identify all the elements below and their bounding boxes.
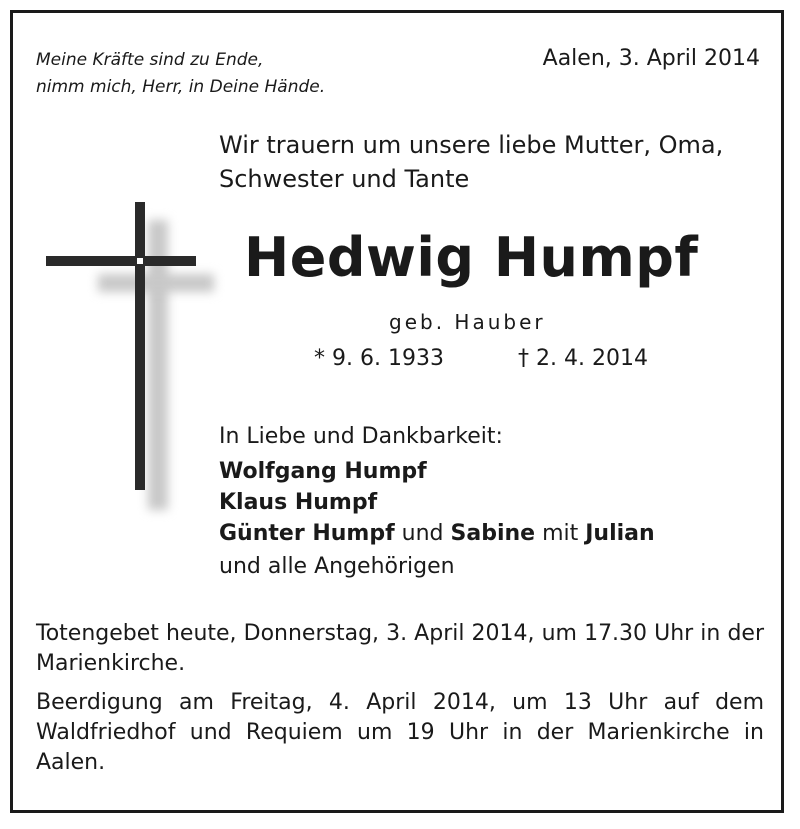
- mourner-name-2: Klaus Humpf: [219, 490, 378, 515]
- mourner-line-3: [219, 521, 655, 546]
- verse-line-2: nimm mich, Herr, in Deine Hände.: [36, 77, 326, 97]
- intro-line-2: Schwester und Tante: [219, 165, 470, 193]
- maiden-name: geb. Hauber: [389, 310, 546, 334]
- deceased-name: Hedwig Humpf: [244, 226, 699, 289]
- mourners-heading: In Liebe und Dankbarkeit:: [219, 424, 503, 449]
- funeral-notice: Beerdigung am Freitag, 4. April 2014, um 13 Uhr auf dem Waldfriedhof und Requiem um 19 Uhr in der Marienkirche in Aalen.: [36, 690, 764, 775]
- conjunction-mit: mit: [542, 521, 579, 546]
- cross-icon: [40, 200, 190, 510]
- verse-line-1: Meine Kräfte sind zu Ende,: [36, 50, 264, 70]
- conjunction-und: und: [401, 521, 444, 546]
- birth-date: * 9. 6. 1933: [314, 346, 444, 371]
- intro-line-1: Wir trauern um unsere liebe Mutter, Oma,: [219, 131, 724, 159]
- mourner-name-1: Wolfgang Humpf: [219, 459, 427, 484]
- mourner-name-3: Günter Humpf: [219, 521, 395, 546]
- prayer-notice: Totengebet heute, Donnerstag, 3. April 2014, um 17.30 Uhr in der Marienkirche.: [36, 621, 764, 676]
- mourner-name-4: Sabine: [450, 521, 536, 546]
- death-date: † 2. 4. 2014: [518, 346, 648, 371]
- place-date: Aalen, 3. April 2014: [542, 46, 760, 71]
- mourner-name-5: Julian: [585, 521, 655, 546]
- mourners-closing: und alle Angehörigen: [219, 554, 455, 579]
